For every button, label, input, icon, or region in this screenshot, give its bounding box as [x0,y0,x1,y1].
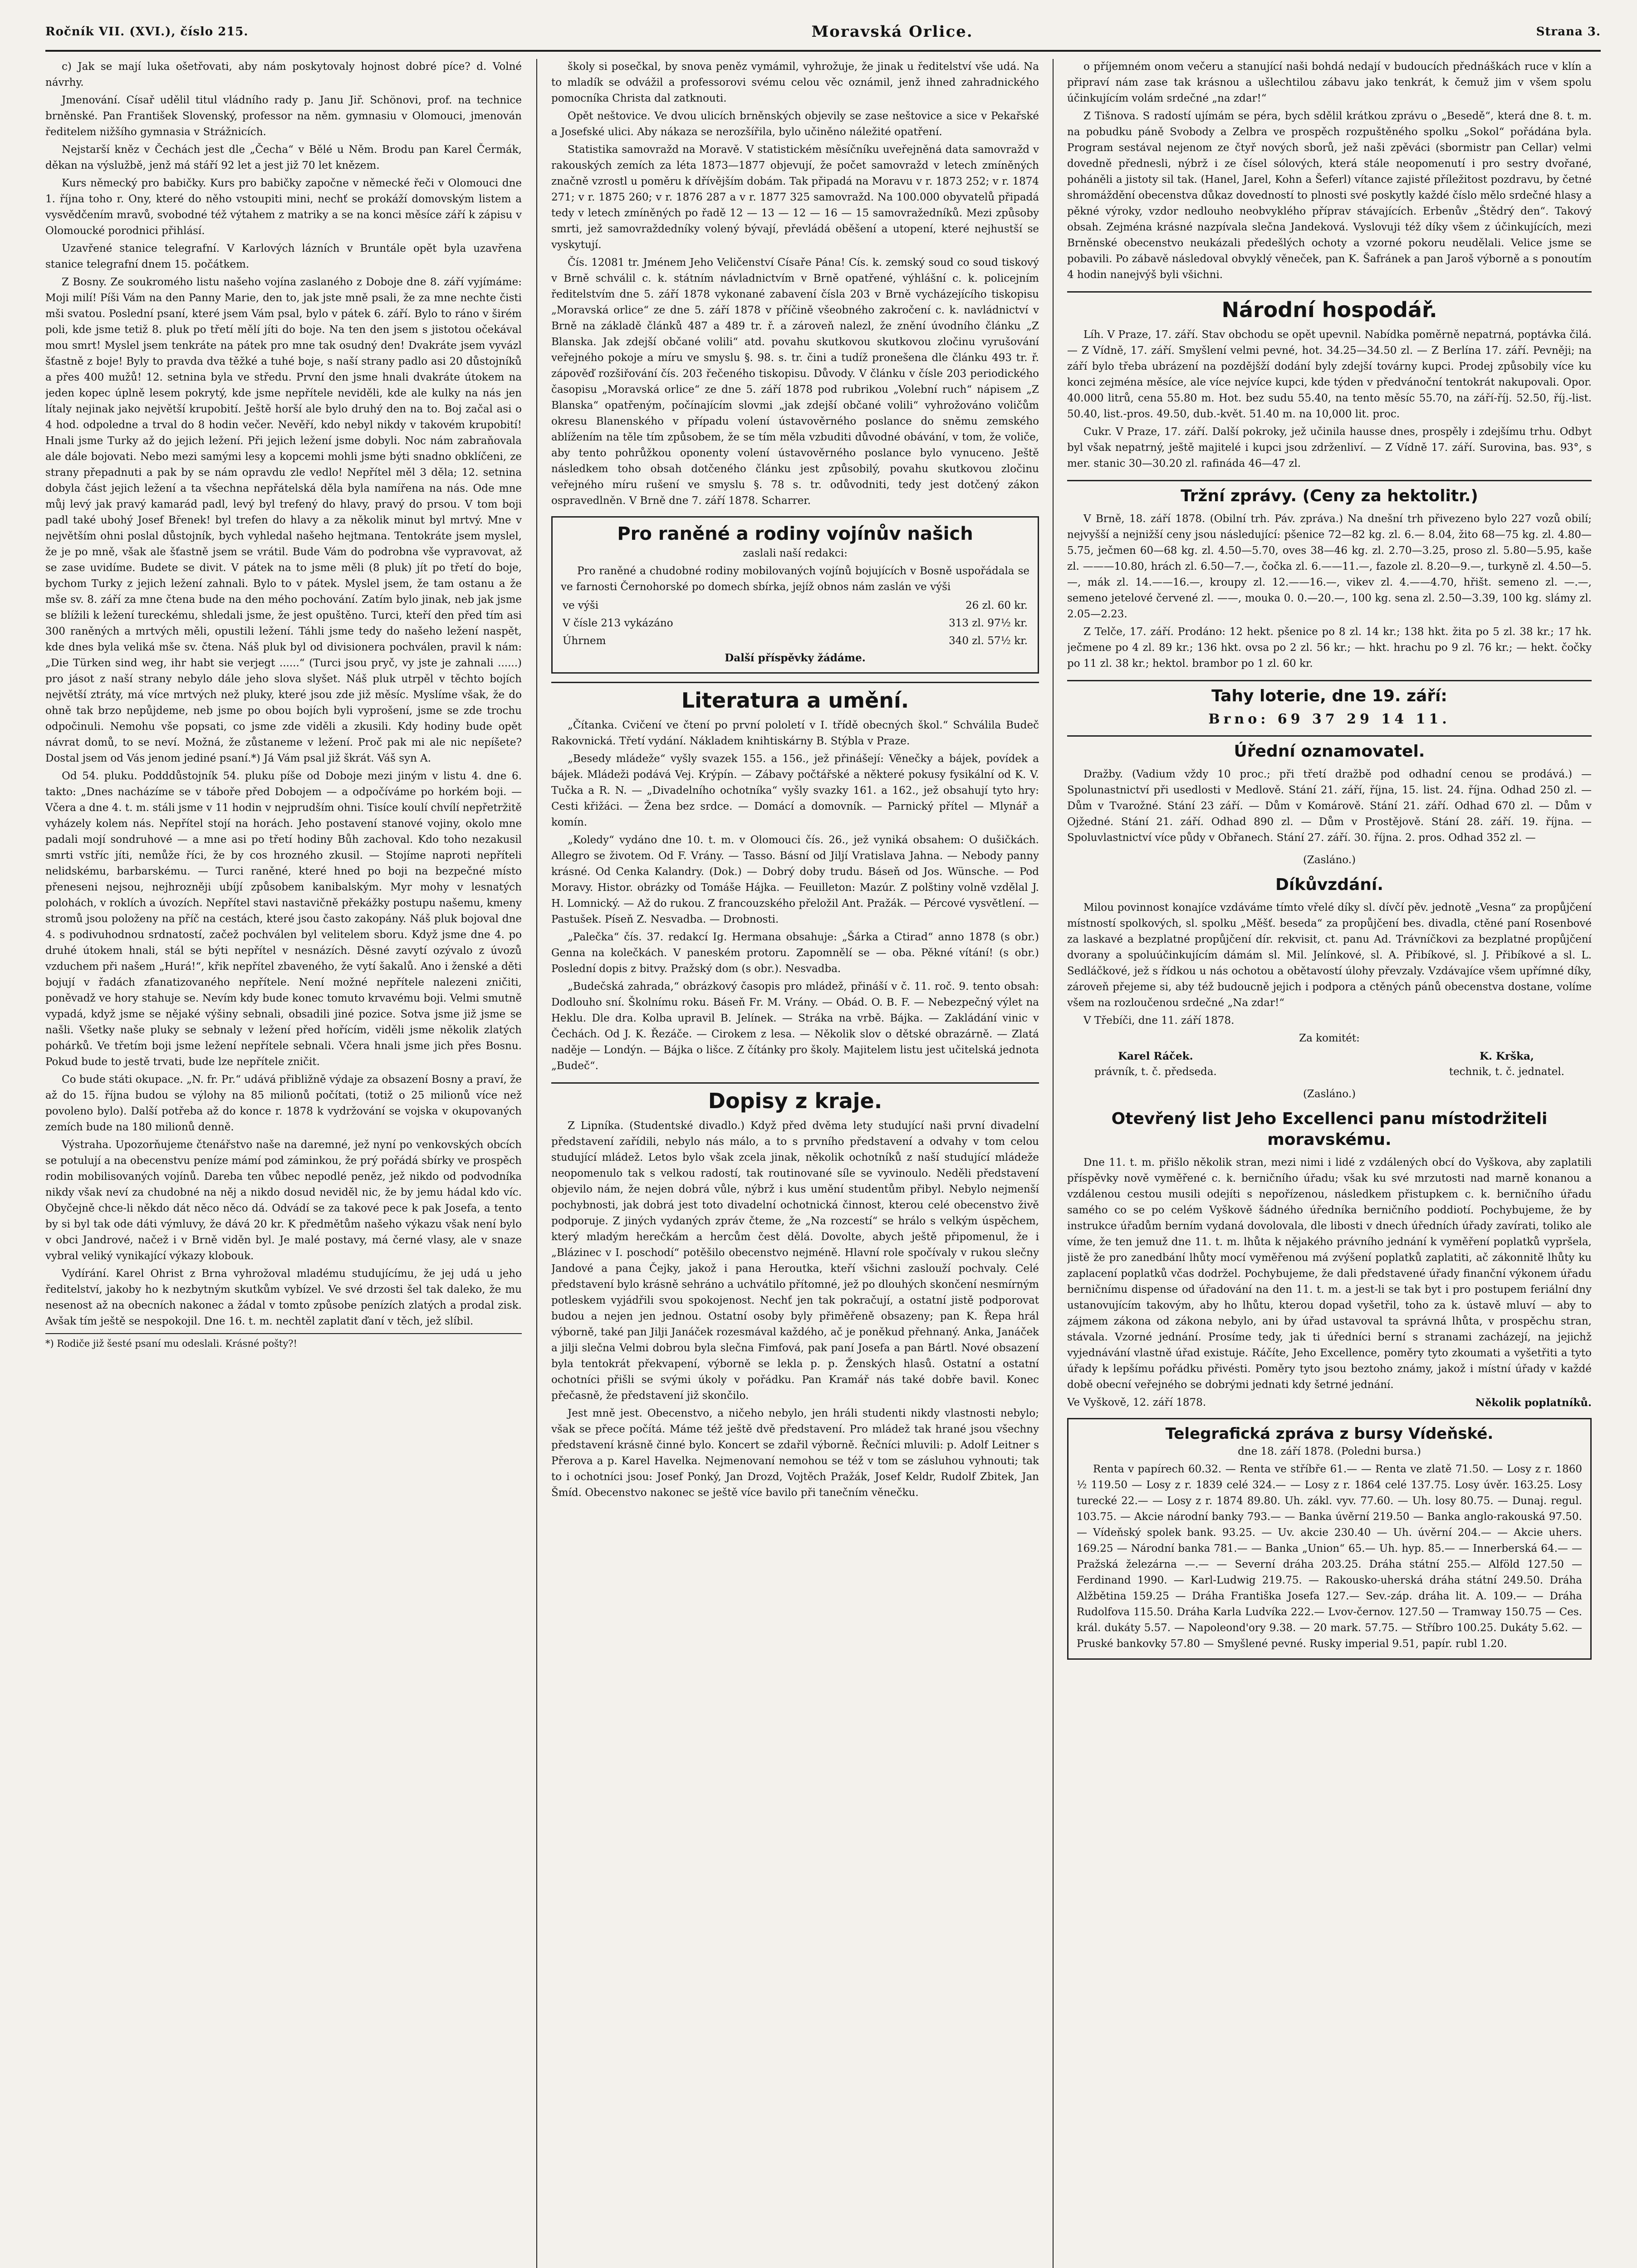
telegram-box [1067,1418,1592,1660]
article-paragraph: Jmenování. Císař udělil titul vládního rady p. Janu Jiř. Schönovi, prof. na technice brněnské. Pan František Slovenský, professor na něm. gymnasiu v Olomouci, jmenován ředitelem nižšího gymnasia v Strážnicích. [45,94,522,138]
issue-number: Ročník VII. (XVI.), číslo 215. [45,25,249,39]
article-paragraph: „Budečská zahrada,“ obrázkový časopis pro mládež, přináší v č. 11. roč. 9. tento obsah: Dodlouho sní. Školnímu roku. Báseň Fr. M. Vrány. — Obád. O. B. F. — Nebezpečný výlet na Heklu. Dle dra. Kolba upravil B. Jelínek. — Stráka na vrbě. Bájka. — Zakládání vinic v Čechách. Od J. K. Řezáče. — Cirokem z lesa. — Několik slov o dětské obrazárně. — Zlatá naděje — Londýn. — Bájka o lišce. Z čítánky pro školy. Majitelem listu jest učitelská jednota „Budeč“. [551,981,1039,1072]
article-paragraph: Z Bosny. Ze soukromého listu našeho vojína zaslaného z Doboje dne 8. září vyjímáme: Moji milí! Píši Vám na den Panny Marie, den to, jak jste mně psali, že za mne nechte čisti mši svatou. Poslední psaní, které jsem Vám psal, bylo v pátek 6. září. Bylo to ráno v širém poli, kde jsme tetiž 8. pluk po třetí mělí jíti do boje. Na ten den jsem s jistotou očekával mou smrt! Myslel jsem tenkráte na pátek pro mne tak osudný den! Dvakráte jsem vyvázl šťastně z boje! Byly to pravda dva těžké a tuhé boje, s naší strany padlo asi 20 důstojníků a přes 400 mužů! 12. setnina byla ve středu. První den jsme hnali dvakráte útokem na jeden kopec úplně lesem pokrytý, kde jsme nepřítele neviděli, kde ale kulky na nás jen lítaly nejinak jako největší krupobití. Ještě horší ale bylo druhý den na to. Boj začal asi o 4 hod. odpoledne a trval do 8 hodin večer. Nevěří, kdo nebyl nikdy v takovém krupobití! Hnali jsme Turky až do jejich ležení. Při jejich ležení jsme dobyli. Noc nám zabraňovala ale dále bojovati. Nebo mezi samými lesy a kopcemi mohli jsme býti snadno obklíčeni, ze strany přepadnuti a pak by se nám opravdu zle vedlo! Nepřítel měl 3 děla; 12. setnina dobyla část jejich ležení a ta všechna nepřátelská děla byla namířena na nás. Ode mne můj levý jak pravý kamarád padl, levý byl trefený do hlavy, pravý do prsou. V tom boji padl také ubohý Josef Břenek! byl trefen do hlavy a za několik minut byl mrtvý. Mne v největším ohni poslal důstojník, bych vyhledal našeho hejtmana. Tentokráte jsem myslel, že je po mně, však ale šťastně jsem se vrátil. Bude Vám do podrobna vše vypravovat, až se zase uvidíme. Budete se divit. V pátek na to jsme měli (8 pluk) jít po třetí do boje, bychom Turky z jejich ležení zahnali. Bylo to v pátek. Myslel jsem, že tam ostanu a že mše sv. 8. září za mne čtena bude na den mého pochování. Zatím bylo jinak, neb jak jsme se blížili k ležení tureckému, shledali jsme, že jest opuštěno. Turci, kteří den před tím asi 300 raněných a mrtvých měli, opustili ležení. Táhli jsme tedy do našeho ležení naspět, kde dnes byla veliká mše sv. čtena. Náš pluk byl od divisionera pochválen, pravil k nám: „Die Türken sind weg, ihr habt sie verjegt ......“ (Turci jsou pryč, vy jste je zahnali ......) pro jásot z naší strany nebylo dále jeho slova slyšet. Náš pluk utrpěl v těchto bojích největší ztráty, má více mrtvých než pluky, které jsou zde již měsíc. Myslíme však, že do ohně tak brzo nepůjdeme, neb jsme po obou bojích byli vyprošení, jsme se zde trochu odpočinuli. Nemohu vše popsati, co jsme zde viděli a zkusili. Kdy hodiny bude opět návrat domů, to se neví. Možná, že zůstaneme v ležení. Proč pak mi ale nic nepíšete? Dostal jsem od Vás jenom jediné psaní.*) Já Vám psal již škrát. Váš syn A. [45,276,522,764]
open-letter-place: Ve Vyškově, 12. září 1878. [1067,1397,1206,1408]
article-paragraph: Jest mně jest. Obecenstvo, a ničeho nebylo, jen hráli studenti nikdy vlastnosti nebylo; však se přece počítá. Máme též ještě dvě představení. Pro mládež tak hrané jsou všechny představení krásně činné bylo. Koncert se zdařil výborně. Řečníci mluvili: p. Adolf Leitner s Přerova a p. Karel Havelka. Nejmenovaní nemohou se též v tom se zásluhou vyhnouti; tak to i ochotníci jsou: Josef Ponký, Jan Drozd, Vojtěch Pražák, Josef Keldr, Rudolf Zbitek, Jan Šmíd. Obecenstvo nakonec se ještě více bavilo při tanečním věnečku. [551,1408,1039,1499]
telegram-text: Renta v papírech 60.32. — Renta ve stříbře 61.— — Renta ve zlatě 71.50. — Losy z r. 1860 ½ 119.50 — Losy z r. 1839 celé 324.— — Losy z r. 1864 celé 137.75. Losy úvěr. 163.25. Losy turecké 22.— — Losy z r. 1874 89.80. Uh. zákl. vyv. 77.60. — Uh. losy 80.75. — Dunaj. regul. 103.75. — Akcie národní banky 793.— — Banka úvěrní 219.50 — Banka anglo-rakouská 97.50. — Vídeňský spolek bank. 93.25. — Uv. akcie 230.40 — Uh. úvěrní 204.— — Akcie uhers. 169.25 — Národní banka 781.— — Banka „Union“ 65.— Uh. hyp. 85.— — Innerberská 64.— — Pražská železárna —.— — Severní dráha 203.25. Dráha státní 255.— Alföld 127.50 — Ferdinand 1990. — Karl-Ludwig 219.75. — Rakousko-uherská dráha státní 249.50. Dráha Alžbětina 159.25 — Dráha Františka Josefa 127.— Sev.-záp. dráha lit. A. 109.— — Dráha Rudolfova 115.50. Dráha Karla Ludvíka 222.— Lvov-černov. 127.50 — Tramway 150.75 — Ces. král. dukáty 5.57. — Napoleond'ory 9.38. — 20 mark. 57.75. — Stříbro 100.25. Dukáty 5.62. — Pruské bankovky 57.80 — Smyšlené pevné. Rusky imperial 9.51, papír. rubl 1.20. [1077,1463,1582,1650]
column-3-articles [1067,59,1592,283]
newspaper-title: Moravská Orlice. [811,23,973,41]
literature-articles [551,718,1039,1074]
urad-text: Dražby. (Vadium vždy 10 proc.; při třetí dražbě pod odhadní cenou se prodává.) — Spolunastnictví při usedlosti v Medlově. Stání 21. září, října, 15. list. 24. října. Odhad 250 zl. — Dům v Tvarožné. Stání 23 září. — Dům v Komárově. Stání 21. září. Odhad 670 zl. — Dům v Ojžedné. Stání 21. září. Odhad 890 zl. — Dům v Prostějově. Stání 28. září. 19. října. — Spoluvlastnictví více půdy v Obřanech. Stání 27. září. 30. října. 2. pros. Odhad 352 zl. — [1067,768,1592,844]
zaslano-label: (Zasláno.) [1303,1088,1356,1100]
article-paragraph: „Besedy mládeže“ vyšly svazek 155. a 156., jež přinášejí: Věnečky a bájek, povídek a bájek. Mládeži podává Vej. Krýpín. — Zábavy počtářské a některé pokusy fysikální od K. V. Tučka a R. N. — „Divadelního ochotníka“ vyšly svazky 161. a 162., jež obsahují tyto hry: Cesti křižáci. — Žena bez srdce. — Domácí a domovník. — Parnický přítel — Mlynář a komín. [551,753,1039,828]
open-letter-text: Dne 11. t. m. přišlo několik stran, mezi nimi i lidé z vzdálených obcí do Vyškova, aby zaplatili příspěvky nově vyměřené c. k. berničního úřadu; však ku své mrzutosti nad marně konanou a vzdálenou cestou musili odejíti s nepořízenou, následkem přistupkem c. k. berničního úřadu samého co se po celém Vyškově šádného úředníka berničního poddiotí. Pochybujeme, že by instrukce úřadům berním vydaná dovolovala, dle libosti v dnech úředních úřady zavírati, toliko ale víme, že ten jemuž dne 11. t. m. lhůta k nějakého právního jednání k vyměření poplatků vypršela, jistě že pro zanedbání lhůty mocí vyměřenou má zvýšení poplatků zaplatiti, ač zákonnitě lhůty ku zaplacení poplatků včas dodržel. Pochybujeme, že dali představené úřady finanční výkonem úřadu berničnímu dispense od úřadování na den 11. t. m. a jest-li se tak byt i pro postupem feriální dny ustanovujícím takovým, aby ho lhůtu, kterou dopad vyšetřil, toho za k. ústavě mluví — aby to zájmem zákona od zákona nebylo, ani by úřad ustavoval ta správná lhůta, v prospěchu stran, stávala. Vzorné jednání. Prosíme tedy, jak ti úředníci berní s stranami zacházejí, na jejichž vyjednávání vlastně úřad existuje. Ráčíte, Jeho Excellence, poměry tyto zkoumati a vyšetřiti a tyto úřady k lepšímu pořádku přivésti. Poměry tyto jsou beztoho známy, jakož i místní úřady v každé době obecní veřejného se dobrými jednati kdy šetrné jednání. [1067,1157,1592,1391]
article-paragraph: „Koledy“ vydáno dne 10. t. m. v Olomouci čís. 26., jež vyniká obsahem: O dušičkách. Allegro se životem. Od F. Vrány. — Tasso. Básní od Jiljí Vratislava Jahna. — Nebody panny krásné. Od Cenka Kalandry. (Dok.) — Dobrý doby trudu. Báseň od Jos. Wünsche. — Pod Moravy. Histor. obrázky od Tomáše Hájka. — Feuilleton: Mazúr. Z polštiny volně vzdělal J. H. Lomnický. — Až do rukou. Z francouzského přeložil Ant. Pražák. — Pércové vysvětlení. — Pastušek. Píseň Z. Nesvadba. — Drobnosti. [551,834,1039,925]
open-letter-heading: Otevřený list Jeho Excellenci panu místodržiteli moravskému. [1111,1110,1548,1149]
column-rule-1 [536,59,537,2268]
hospodar-articles [1067,327,1592,472]
donation-text: Pro raněné a chudobné rodiny mobilovaných vojínů bojujících v Bosně uspořádala se ve farnosti Černohorské po domech sbírka, jejíž obnos nám zaslán ve výši [561,565,1029,593]
footnote: *) Rodiče již šesté psaní mu odeslali. Krásné pošty?! [45,1333,522,1352]
article-paragraph: „Čítanka. Cvičení ve čtení po první pololetí v I. třídě obecných škol.“ Schválila Budeč Rakovnická. Třetí vydání. Nákladem knihtiskárny B. Stýbla v Praze. [551,719,1039,747]
lottery-city: Brno: [1208,711,1269,727]
page-number: Strana 3. [1536,25,1601,39]
donation-row-value: 313 zl. 97½ kr. [949,617,1028,629]
dikuvzdani-text: Milou povinnost konajíce vzdáváme tímto vřelé díky sl. dívčí pěv. jednotě „Vesna“ za propůjčení místností spolkových, sl. spolku „Měšť. beseda“ za propůjčení bes. divadla, ctěné paní Rosenbové za laskavé a bezplatné propůjčení dír. rekvisit, ct. panu Ad. Trávníčkovi za bezplatné propůjčení dvorany a spoluúčinkujícím dámám sl. Mil. Jelínkové, sl. A. Přibíkové, sl. J. Přibíkové a sl. L. Sedláčkové, jež s řídkou u nás ochotou a obětavostí úlohy převzaly. Vzdávajíce všem upřímné díky, zároveň přejeme si, aby též budoucně jejich i podpora a ctěných pánů obecenstva dostane, volíme všem na rozloučenou srdečné „Na zdar!“ [1067,902,1592,1009]
trzni-articles [1067,511,1592,672]
signature-role: právník, t. č. předseda. [1094,1066,1217,1078]
article-paragraph: Líh. V Praze, 17. září. Stav obchodu se opět upevnil. Nabídka poměrně nepatrná, poptávka čilá. — Z Vídně, 17. září. Smyšlení velmi pevné, hot. 34.25—34.50 zl. — Z Berlína 17. září. Pevněji; na září bylo třeba ubrázení na pozdějšží dodání byly zdejší továrny kupci. Prodej způsobily více ku konci zejména měsíce, ale více nejvíce kupci, kde týden v předvánoční tentokrát nakupovali. Opor. 40.000 litrů, cena 55.80 m. Hot. bez sudu 55.40, na tento měsíc 55.70, na září-říj. 52.50, říj.-list. 50.40, list.-pros. 49.50, dub.-květ. 51.40 m. na 10,000 lit. proc. [1067,329,1592,420]
article-paragraph: Čís. 12081 tr. Jménem Jeho Veličenství Císaře Pána! Cís. k. zemský soud co soud tiskový v Brně schválil c. k. státním návladnictvím v Brně opatřené, výhlášní c. k. policejním ředitelstvím dne 5. září 1878 vykonané zabavení čísla 203 v Brně vycházejícího tiskopisu „Moravská orlice“ ze dne 5. září 1878 v příčině všeobného zakročení c. k. navládnictví v Brně na základě článků 487 a 489 tr. ř. a zároveň nalezl, že znění úvodního článku „Z Blanska. Jak zdejší občané volili“ atd. povahu skutkovou skutkovou zločinu vyrušování veřejného pokoje a míru ve smyslu §. 98. s. tr. čini a tudíž pronešena dle článku 493 tr. ř. zápověď rozšiřování čís. 203 řečeného tiskopisu. Důvody. V článku v čísle 203 periodického časopisu „Moravská orlice“ ze dne 5. září 1878 pod rubrikou „Volební ruch“ nápisem „Z Blanska“ opatřeným, počínajícím slovmi „jak zdejší občané volili“ vyhrožováno voličům okresu Blanenského v případu volení ústavověrného poslance do sněmu zemského ablížením na těle tím způsobem, že se tím měla vzbuditi důvodné obávání, v tom, že voliče, aby tento pohrůžkou oponenty volení ústavověrného poslance bylo vynuceno. Ještě následkem toho obsah dotčeného článku jest způsobilý, povahu skutkovou zločinu veřejného míru rušení ve smyslu §. 78 s. tr. odůvodniti, tedy jest dotčený zákon ospravedlněn. V Brně dne 7. září 1878. Scharrer. [551,257,1039,507]
dikuvzdani-committee: Za komitét: [1299,1032,1360,1044]
article-paragraph: Výstraha. Upozorňujeme čtenářstvo naše na daremné, jež nyní po venkovských obcích se potulují a na obecenstvu peníze mámí pod záminkou, že prý pořádá sbírky ve prospěch rodin mobilisovaných vojínů. Dareba ten vůbec nepodlé peněz, jež nikdo od podvodníka nikdy však neví za chudobné na něj a nikdo dosud neviděl nic, že by jemu hádal kdo víc. Obyčejně chce-li někdo dát něco něco dá. Odvádí se za takové pece k pak Josefa, a tento by si byl tak ode dáti výmluvy, že dává 20 kr. K předmětům našeho výkazu však není bylo v obci Jandrové, načež i v Brně viděn byl. Je malé postavy, má černé vlasy, ale v snaze vybral veliký vynikající výkazy klobouk. [45,1139,522,1262]
article-paragraph: Z Telče, 17. září. Prodáno: 12 hekt. pšenice po 8 zl. 14 kr.; 138 hkt. žita po 5 zl. 38 kr.; 17 hk. ječmene po 4 zl. 89 kr.; 136 hkt. ovsa po 2 zl. 56 kr.; — hkt. hrachu po 9 zl. 76 kr.; — hekt. čočky po 11 zl. 38 kr.; hektol. brambor po 1 zl. 60 kr. [1067,626,1592,670]
article-paragraph: Vydírání. Karel Ohrist z Brna vyhrožoval mladému studujícímu, že jej udá u jeho ředitelství, jakoby ho k nezbytným skutkům vybízel. Ve své drzosti šel tak daleko, že mu nesenost až na obecních nakonec a žádal v tomto způsobe penízích zlatých a prodal zisk. Avšak tím ještě se nespokojil. Dne 16. t. m. nechtěl zaplatit ďaní v těch, jež slíbil. [45,1268,522,1327]
article-paragraph: Z Tišnova. S radostí ujímám se péra, bych sdělil krátkou zprávu o „Besedě“, která dne 8. t. m. na pobudku páně Svobody a Zelbra ve prospěch rozpuštěného spolku „Sokol“ pořádána byla. Program sestával nejenom ze čtyř nových sborů, jež naši zpěváci (sbormistr pan Cellar) velmi dovedně přednesli, nýbrž i ze čísel sólových, která stále neopomenutí i pro sestry dvořané, poháněli a jistoty sil tak. (Hanel, Jarel, Kohn a Šeferl) vítance zajisté příležitost pozdravu, by četné shromáždění obecenstva důkaz dovedností to plnosti své poskytly každé číslo mělo srdečné hlasy a pěkné výroky, vzdor nedlouho neobvyklého příprav stávajících. Erbenův „Štědrý den“. Takový obsah. Zejména krásné nazpívala slečna Jandeková. Vyslovuji též díky všem z účinkujících, mezi Brněnské obecenstvo neukázali předešlých ochoty a vzorné pokoru neudělali. Velice jsme se pobavili. Po zábavě následoval obvyklý věneček, pan K. Šafránek a pan Jaroš výborně a s ponoutím 4 hodin nanejvýš byli všichni. [1067,110,1592,281]
article-paragraph: Nejstarší kněz v Čechách jest dle „Čecha“ v Bělé u Něm. Brodu pan Karel Čermák, děkan na výslužbě, jenž má stáří 92 let a jest již 70 let knězem. [45,144,522,171]
donation-row-value: 26 zl. 60 kr. [966,600,1028,611]
donation-table [561,597,1029,650]
donation-box [551,516,1039,674]
article-paragraph: o příjemném onom večeru a stanující naši bohdá nedají v budoucích přednáškách ruce v klín a připraví nám zase tak krásnou a ušlechtilou zábavu jako tenkrát, k čemuž jim v všem spolu účinkujícím volám srdečné „na zdar!“ [1067,61,1592,104]
donation-row-label: V čísle 213 vykázáno [563,617,673,629]
article-paragraph: Z Lipníka. (Studentské divadlo.) Když před dvěma lety studující naši první divadelní představení zařídili, nebylo nás málo, a to s prvního představení a odvahy v tom celou studující mládež. Letos bylo však zcela jinak, několik ochotníků z naší studující mládeže neopomenulo tak s velkou radostí, tak routinované síle se vyvinoulo. Neděli představení objevilo nám, že nejen dobrá vůle, nýbrž i kus umění studentům přibyl. Nebylo nejmenší pochybnosti, jak dobrá jest toto divadelní ochotnická činnost, kterou celé obecenstvo živě podporuje. Z jiných vydaných zpráv čteme, že „Na rozcestí“ se hrálo s velkým úspěchem, který mladým herečkám a hercům čest dělá. Dovolte, abych ještě připomenul, že i „Blázinec v I. poschodí“ potěšilo obecenstvo nejméně. Hlavní role spočívaly v rukou slečny Jandové a pana Čejky, jakož i pana Heroutka, kteří všichni zaslouží pochvaly. Celé představení bylo krásně sehráno a uchvátilo přítomné, jež po dlouhých skončení nesmírným potleskem vyjádřili svou spokojenost. Nechť jen tak pokračují, a ostatní jistě podporovat budou a nejen jen jednou. Ostatní osoby byly přiměřeně obsazeny; pan K. Řepa hrál výborně, také pan Jilji Janáček rozesmával každého, ač je poněkud přehnaný. Anka, Janáček a jilji slečna Velmi dobrou byla slečna Fimfová, pak paní Josefa a pan Bártl. Nové obsazení byla tentokrát překvapení, výborně se lekla p. p. Ženských hlasů. Ostatní a ostatní ochotníci přišli se svými úkoly v pořádku. Pan Kramář nás také dobře bavil. Konec přečasně, že představení již skončilo. [551,1120,1039,1402]
open-letter-signature [1067,1395,1592,1411]
dikuvzdani-signatures [1067,1048,1592,1080]
column-rule-2 [1053,59,1054,2268]
signature-role: technik, t. č. jednatel. [1449,1066,1564,1078]
donation-row [561,632,1029,650]
article-paragraph: „Palečka“ čís. 37. redakcí Ig. Hermana obsahuje: „Šárka a Ctirad“ anno 1878 (s obr.) Genna na kolečkách. V paneském protoru. Zapomnělí se — oba. Pěkné vítání! (s obr.) Poslední dopis z bitvy. Pražský dom (s obr.). Nesvadba. [551,931,1039,975]
column-1 [45,59,522,2268]
signature-1 [1094,1048,1217,1080]
article-paragraph: Cukr. V Praze, 17. září. Další pokroky, jež učinila hausse dnes, prospěly i zdejšímu trhu. Odbyt byl však nepatrný, ještě majitelé i kupci jsou zdrženliví. — Z Vídně 17. září. Surovina, bas. 93°, s mer. stanic 30—30.20 zl. rafináda 46—47 zl. [1067,426,1592,469]
dikuvzdani-heading: Díkůvzdání. [1275,875,1383,894]
open-letter-sig: Několik poplatníků. [1475,1397,1592,1409]
hospodar-heading: Národní hospodář. [1067,291,1592,323]
donation-note: Další příspěvky žádáme. [725,652,866,664]
signature-name: Karel Ráček. [1118,1050,1193,1062]
lottery-numbers [1067,711,1592,727]
article-paragraph: školy si posečkal, by snova peněz vymámil, vyhrožuje, že jinak u ředitelství vše udá. Na to mladík se odvážil a professorovi svému celou věc oznámil, jenž ihned zahradnického pomocníka Christa dal zatknouti. [551,61,1039,104]
telegram-heading: Telegrafická zpráva z bursy Vídeňské. [1165,1425,1494,1443]
urad-heading: Úřední oznamovatel. [1067,735,1592,762]
dopisy-heading: Dopisy z kraje. [551,1082,1039,1114]
donation-row [561,597,1029,615]
telegram-date: dne 18. září 1878. (Poledni bursa.) [1238,1446,1421,1457]
donation-row-label: ve výši [563,600,599,611]
donation-row-label: Úhrnem [563,635,606,647]
article-paragraph: V Brně, 18. září 1878. (Obilní trh. Páv. zpráva.) Na dnešní trh přivezeno bylo 227 vozů obilí; nejvyšší a nejnižší ceny jsou následující: pšenice 72—82 kg. zl. 6.— 8.04, žito 68—75 kg. zl. 4.80—5.75, ječmen 60—68 kg. zl. 4.50—5.70, oves 38—46 kg. zl. 2.70—3.25, proso zl. 5.80—5.95, kaše zl. ———10.80, hrách zl. 6.50—7.—, čočka zl. 6.——11.—, fazole zl. 8.20—9.—, turkyně zl. 4.50—5.—, mák zl. 14.——16.—, kroupy zl. 12.——16.—, vikev zl. 4.——4.70, hřišt. semeno zl. —.—, semeno jetelové červené zl. ——, mouka 0. 0.—20.—, 100 kg. sena zl. 2.50—3.39, 100 kg. slámy zl. 2.05—2.23. [1067,513,1592,620]
column-3 [1067,59,1592,2268]
zaslano-label: (Zasláno.) [1303,854,1356,866]
lottery-heading: Tahy loterie, dne 19. září: [1067,680,1592,707]
literature-heading: Literatura a umění. [551,682,1039,713]
signature-2 [1449,1048,1564,1080]
article-paragraph: Kurs německý pro babičky. Kurs pro babičky započne v německé řeči v Olomouci dne 1. října toho r. Ony, které do něho vstoupiti mini, nechť se prokáží domovským listem a vysvědčením mravů, svobodné též výtahem z matriky a se na konci měsíce září k zápisu v Olomoucké porodnici přihlásí. [45,177,522,237]
donation-row [561,615,1029,632]
article-paragraph: Od 54. pluku. Podddůstojník 54. pluku píše od Doboje mezi jiným v listu 4. dne 6. takto: „Dnes nacházíme se v táboře před Dobojem — a odpočíváme po horkém boji. — Včera a dne 4. t. m. stáli jsme v 11 hodin v nejprudším ohni. Tisíce koulí chvílí nepřetržitě vyházely kolem nás. Nepřítel stojí na horách. Jeho postavení stanové vojiny, okolo mne padali mojí sondruhové — a mne asi po třetí hodiny Bůh zachoval. Kdo toho nezakusil smrti vstříc jíti, nemůže říci, že by cos hrozného zkusil. — Stojíme naproti nepříteli nelidskému, barbarskému. — Turci raněné, které hned po boji na bezpečné místo přeneseni nejsou, nejhrozněji ubíjí způsobem kanibalským. Myr mohy v lesnatých polohách, v roklích a úvozích. Nepřítel stavi nastavičně překážky postupu našemu, kmeny stromů jsou položeny na příč na cestách, které jsou často zakopány. Náš pluk bojoval dne 4. s podivuhodnou srdnatostí, začež pochválen byl velitelem sboru. Když jsme dne 4. po druhé útokem hnali, stál se býti nepřítel v nesnázích. Děsné zavytí ozývalo z úvozů vzduchem při našem „Hurá!“, křik nepřítel zbaveného, že vytí šakalů. Ano i ženské a děti bojují v řadách zfanatizovaného nepřítele. Není možné nepřítele nalezeni zničiti, poněvadž ve hory stahuje se. Nevím kdy bude konec tomuto krvavému boji. Velmi smutně vypadá, když jsme se nějaké výšiny sebnali, obsadili jiné pozice. Sotva jsme již jsme se našli. Všetky naše pluky se sebnaly v ležení před hořícím, viděli jsme několik zlatých pohárků. Ve třetím boji jsme ležení nepřítele sebnali. Včera hnali jsme jich přes Bosnu. Pokud bude to jestě trvati, bude lze nepřítele zničit. [45,770,522,1068]
article-paragraph: c) Jak se mají luka ošetřovati, aby nám poskytovaly hojnost dobré píce? d. Volné návrhy. [45,61,522,88]
article-paragraph: Uzavřené stanice telegrafní. V Karlových lázních v Bruntále opět byla uzavřena stanice telegrafní dnem 15. počátkem. [45,243,522,270]
donation-subtitle: zaslali naší redakci: [743,547,848,559]
dikuvzdani-place: V Třebíči, dne 11. září 1878. [1083,1015,1235,1026]
dopisy-articles [551,1118,1039,1501]
article-paragraph: Co bude státi okupace. „N. fr. Pr.“ udává přibližně výdaje za obsazení Bosny a praví, že až do 15. října budou se výlohy na 85 milionů počítati, (totiž o 25 milionů více než povoleno bylo). Další potřeba až do konce r. 1878 k vydržování se vojska v okupovaných zemích bude na 180 milionů denně. [45,1074,522,1133]
signature-name: K. Krška, [1479,1050,1534,1062]
page-header [45,14,1601,52]
column-1-articles [45,59,522,1330]
article-paragraph: Opět neštovice. Ve dvou ulicích brněnských objevily se zase neštovice a sice v Pekařské a Josefské ulici. Aby nákaza se nerozšířila, bylo učiněno náležité opatření. [551,110,1039,138]
article-paragraph: Statistika samovražd na Moravě. V statistickém měsíčníku uveřejněná data samovražd v rakouských zemích za léta 1873—1877 objevují, že počet samovražd v letech zmíněných značně vzrostl u poměru k dřívějším dobám. Tak připadá na Moravu v r. 1873 252; v r. 1874 271; v r. 1875 260; v r. 1876 287 a v r. 1877 325 samovražd. Na 100.000 obyvatelů připadá tedy v letech zmíněných po řadě 12 — 13 — 12 — 16 — 15 samovražedníků. Mezi způsoby smrti, jež samovraždedníky volený bývají, převládá oběšení a utopení, které nejhustší se vyskytují. [551,144,1039,251]
lottery-drawn: 69 37 29 14 11. [1277,711,1451,727]
column-2-articles [551,59,1039,509]
donation-title: Pro raněné a rodiny vojínův našich [617,523,973,544]
donation-row-value: 340 zl. 57½ kr. [949,635,1028,647]
trzni-heading: Tržní zprávy. (Ceny za hektolitr.) [1067,480,1592,507]
column-2 [551,59,1039,2268]
